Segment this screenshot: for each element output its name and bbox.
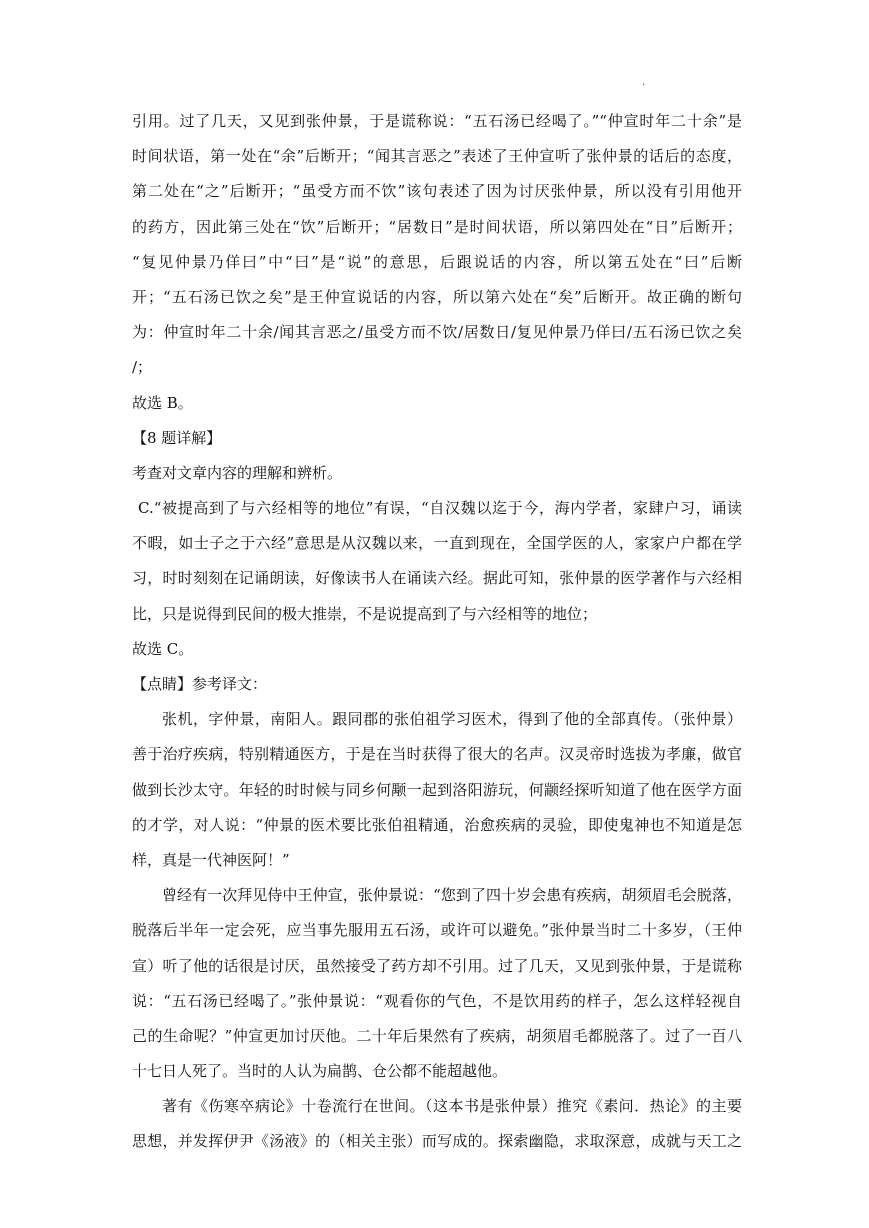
text-line: 说：“五石汤已经喝了。”张仲景说：“观看你的气色，不是饮用药的样子，怎么这样轻视自 xyxy=(132,991,742,1010)
text-line: 开；“五石汤已饮之矣”是王仲宣说话的内容，所以第六处在“矣”后断开。故正确的断句 xyxy=(132,287,742,306)
answer-line: 故选 C。 xyxy=(132,639,194,658)
paragraph-start-line: 张机，字仲景，南阳人。跟同郡的张伯祖学习医术，得到了他的全部真传。（张仲景） xyxy=(162,710,742,729)
text-line: 十七日人死了。当时的人认为扁鹊、仓公都不能超越他。 xyxy=(132,1062,508,1081)
text-line: 脱落后半年一定会死，应当事先服用五石汤，或许可以避免。”张仲景当时二十多岁，（王仲 xyxy=(132,921,742,940)
text-line: 为：仲宣时年二十余/闻其言恶之/虽受方而不饮/居数日/复见仲景乃佯曰/五石汤已饮之矣 xyxy=(132,323,742,342)
answer-line: 故选 B。 xyxy=(132,393,193,412)
text-line: 己的生命呢？”仲宣更加讨厌他。二十年后果然有了疾病，胡须眉毛都脱落了。过了一百八 xyxy=(132,1026,742,1045)
section-heading: 【8 题详解】 xyxy=(132,428,222,447)
text-line: 做到长沙太守。年轻的时时候与同乡何颙一起到洛阳游玩，何颛经探听知道了他在医学方面 xyxy=(132,780,742,799)
text-line: 思想，并发挥伊尹《汤液》的（相关主张）而写成的。探索幽隐，求取深意，成就与天工之 xyxy=(132,1132,742,1151)
paragraph-start-line: 著有《伤寒卒病论》十卷流行在世间。（这本书是张仲景）推究《素问．热论》的主要 xyxy=(162,1097,742,1116)
text-line: 样，真是一代神医阿！” xyxy=(132,850,290,869)
text-line: /； xyxy=(132,358,153,377)
text-line: 的药方，因此第三处在“饮”后断开；“居数日”是时间状语，所以第四处在“日”后断开； xyxy=(132,217,742,236)
text-line: 习，时时刻刻在记诵朗读，好像读书人在诵读六经。据此可知，张仲景的医学著作与六经相 xyxy=(132,569,742,588)
text-line: 的才学，对人说：“仲景的医术要比张伯祖精通，治愈疾病的灵验，即使鬼神也不知道是怎 xyxy=(132,815,742,834)
text-line: 不暇，如士子之于六经”意思是从汉魏以来，一直到现在，全国学医的人，家家户户都在学 xyxy=(132,534,742,553)
text-line: 考查对文章内容的理解和辨析。 xyxy=(132,463,343,482)
text-line: “复见仲景乃佯曰”中“曰”是“说”的意思，后跟说话的内容，所以第五处在“曰”后断 xyxy=(132,252,742,271)
text-line: 善于治疗疾病，特别精通医方，于是在当时获得了很大的名声。汉灵帝时选拔为孝廉，做官 xyxy=(132,745,742,764)
text-line: C.“被提高到了与六经相等的地位”有误，“自汉魏以迄于今，海内学者，家肆户习，诵读 xyxy=(138,499,742,518)
text-line: 第二处在“之”后断开；“虽受方而不饮”该句表述了因为讨厌张仲景，所以没有引用他开 xyxy=(132,182,742,201)
section-heading: 【点睛】参考译文： xyxy=(132,675,268,693)
text-line: 比，只是说得到民间的极大推崇，不是说提高到了与六经相等的地位； xyxy=(132,604,598,623)
page-marker: · xyxy=(642,80,646,91)
document-body xyxy=(132,104,742,1160)
text-line: 引用。过了几天，又见到张仲景，于是谎称说：“五石汤已经喝了。”“仲宣时年二十余”是 xyxy=(132,112,742,130)
paragraph-start-line: 曾经有一次拜见侍中王仲宣，张仲景说：“您到了四十岁会患有疾病，胡须眉毛会脱落， xyxy=(162,886,742,905)
text-line: 时间状语，第一处在“余”后断开；“闻其言恶之”表述了王仲宣听了张仲景的话后的态度， xyxy=(132,147,742,166)
text-line: 宣）听了他的话很是讨厌，虽然接受了药方却不引用。过了几天，又见到张仲景，于是谎称 xyxy=(132,956,742,975)
